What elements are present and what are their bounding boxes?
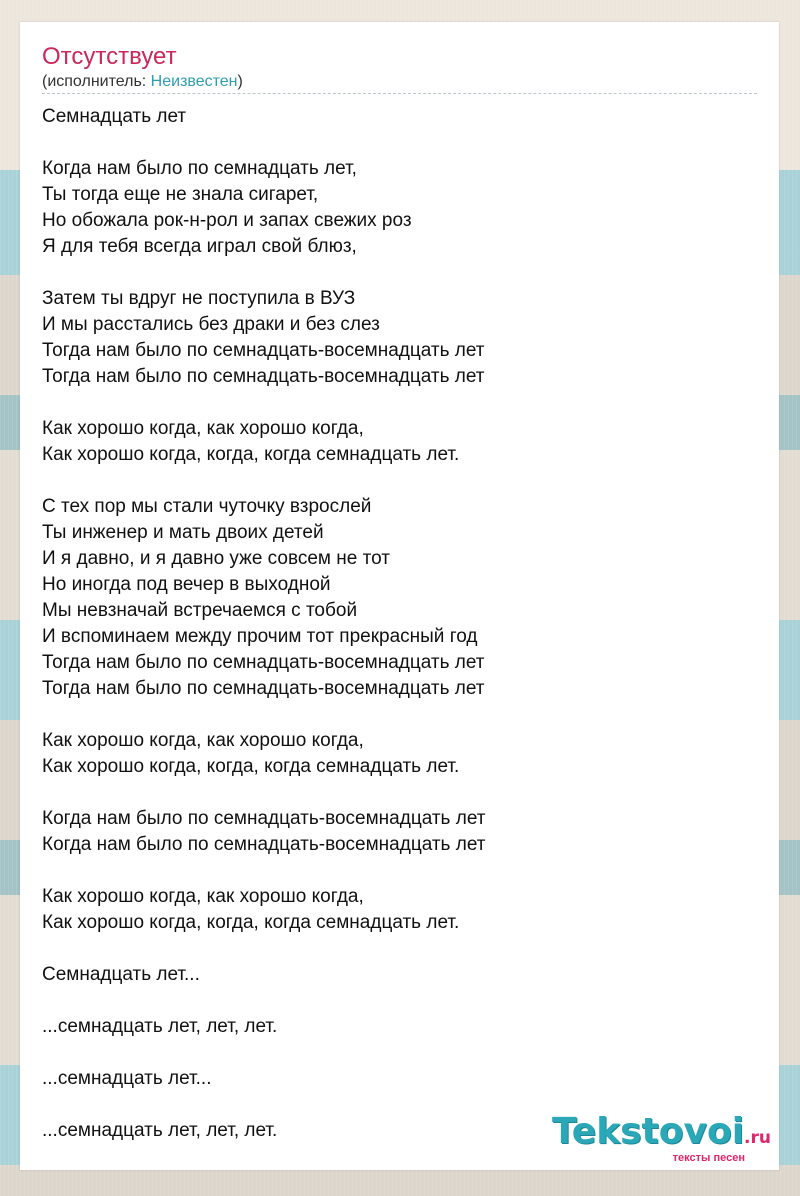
lyric-blank-line — [42, 260, 757, 286]
logo-tld: .ru — [744, 1128, 771, 1148]
lyric-line: Тогда нам было по семнадцать-восемнадцать лет — [42, 678, 485, 699]
logo-tagline: тексты песен — [672, 1152, 745, 1164]
lyric-line: Я для тебя всегда играл свой блюз, — [42, 236, 357, 257]
lyric-line: С тех пор мы стали чуточку взрослей — [42, 496, 372, 517]
lyric-line: И мы расстались без драки и без слез — [42, 314, 380, 335]
song-header — [42, 42, 757, 92]
lyric-line: Когда нам было по семнадцать-восемнадцать лет — [42, 834, 486, 855]
lyric-line: Тогда нам было по семнадцать-восемнадцать лет — [42, 366, 485, 387]
lyric-line: ...семнадцать лет, лет, лет. — [42, 1016, 278, 1037]
performer-suffix: ) — [237, 73, 243, 90]
lyric-blank-line — [42, 936, 757, 962]
site-logo[interactable] — [552, 1113, 771, 1164]
lyric-blank-line — [42, 1040, 757, 1066]
lyric-line: Ты инженер и мать двоих детей — [42, 522, 324, 543]
lyric-line: Как хорошо когда, когда, когда семнадцать лет. — [42, 444, 460, 465]
performer-link[interactable]: Неизвестен — [150, 73, 238, 90]
performer-line — [42, 72, 757, 92]
lyric-line: Как хорошо когда, как хорошо когда, — [42, 418, 364, 439]
lyric-blank-line — [42, 988, 757, 1014]
lyric-line: Семнадцать лет — [42, 106, 187, 127]
lyric-blank-line — [42, 130, 757, 156]
lyric-blank-line — [42, 780, 757, 806]
lyric-line: Тогда нам было по семнадцать-восемнадцать лет — [42, 340, 485, 361]
song-title: Отсутствует — [42, 43, 177, 70]
lyric-blank-line — [42, 702, 757, 728]
lyric-line: Семнадцать лет... — [42, 964, 200, 985]
lyric-line: Как хорошо когда, как хорошо когда, — [42, 886, 364, 907]
lyric-blank-line — [42, 390, 757, 416]
lyric-line: Мы невзначай встречаемся с тобой — [42, 600, 358, 621]
lyrics-card — [20, 22, 779, 1170]
lyric-line: Но обожала рок-н-рол и запах свежих роз — [42, 210, 412, 231]
lyric-line: Как хорошо когда, когда, когда семнадцать лет. — [42, 756, 460, 777]
lyric-blank-line — [42, 468, 757, 494]
logo-wordmark — [552, 1113, 771, 1157]
lyric-line: ...семнадцать лет, лет, лет. — [42, 1120, 278, 1141]
lyrics-text — [42, 104, 757, 1144]
lyric-line: Когда нам было по семнадцать-восемнадцать лет — [42, 808, 486, 829]
lyric-line: Как хорошо когда, как хорошо когда, — [42, 730, 364, 751]
lyric-blank-line — [42, 858, 757, 884]
lyric-line: Затем ты вдруг не поступила в ВУЗ — [42, 288, 356, 309]
header-divider — [42, 93, 757, 94]
lyric-line: И я давно, и я давно уже совсем не тот — [42, 548, 390, 569]
lyric-line: Но иногда под вечер в выходной — [42, 574, 331, 595]
lyric-line: Когда нам было по семнадцать лет, — [42, 158, 357, 179]
lyric-line: Тогда нам было по семнадцать-восемнадцать лет — [42, 652, 485, 673]
lyric-line: Как хорошо когда, когда, когда семнадцать лет. — [42, 912, 460, 933]
logo-name: Tekstovoi — [552, 1111, 745, 1152]
lyric-line: Ты тогда еще не знала сигарет, — [42, 184, 319, 205]
lyric-line: ...семнадцать лет... — [42, 1068, 212, 1089]
performer-prefix: (исполнитель: — [42, 73, 151, 90]
lyric-line: И вспоминаем между прочим тот прекрасный год — [42, 626, 478, 647]
